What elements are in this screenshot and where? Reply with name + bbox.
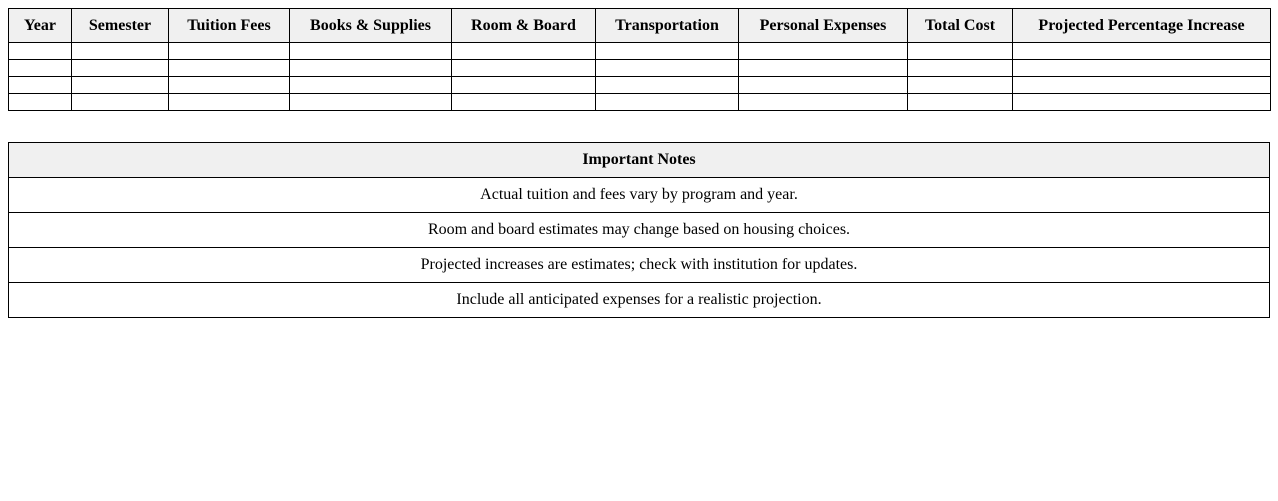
column-header-room-board: Room & Board [452,9,596,43]
column-header-tuition-fees: Tuition Fees [169,9,290,43]
table-cell [739,94,908,111]
table-cell [169,77,290,94]
table-row [9,77,1271,94]
table-cell [1013,77,1271,94]
table-row [9,60,1271,77]
column-header-semester: Semester [72,9,169,43]
table-cell [452,94,596,111]
table-cell [908,43,1013,60]
note-text: Actual tuition and fees vary by program and year. [9,178,1270,213]
table-cell [290,60,452,77]
table-cell [290,77,452,94]
notes-header-row [9,143,1270,178]
note-row [9,178,1270,213]
column-header-total-cost: Total Cost [908,9,1013,43]
table-cell [169,94,290,111]
table-cell [9,60,72,77]
cost-projection-table [8,8,1271,111]
table-cell [908,94,1013,111]
table-cell [9,43,72,60]
table-cell [290,43,452,60]
note-text: Include all anticipated expenses for a realistic projection. [9,283,1270,318]
table-cell [1013,94,1271,111]
table-cell [908,77,1013,94]
table-cell [908,60,1013,77]
table-cell [739,60,908,77]
table-cell [72,77,169,94]
table-cell [596,77,739,94]
column-header-year: Year [9,9,72,43]
table-cell [72,94,169,111]
table-cell [452,60,596,77]
table-cell [9,77,72,94]
table-cell [596,94,739,111]
column-header-books-supplies: Books & Supplies [290,9,452,43]
column-header-projected-increase: Projected Percentage Increase [1013,9,1271,43]
table-cell [452,43,596,60]
table-cell [452,77,596,94]
table-cell [169,43,290,60]
column-header-transportation: Transportation [596,9,739,43]
table-cell [739,77,908,94]
important-notes-table [8,142,1270,318]
table-cell [596,60,739,77]
note-row [9,283,1270,318]
table-cell [290,94,452,111]
note-row [9,213,1270,248]
notes-title: Important Notes [9,143,1270,178]
column-header-personal-expenses: Personal Expenses [739,9,908,43]
table-cell [72,60,169,77]
table-cell [72,43,169,60]
table-row [9,94,1271,111]
table-cell [169,60,290,77]
table-cell [9,94,72,111]
table-cell [739,43,908,60]
table-cell [1013,60,1271,77]
note-row [9,248,1270,283]
note-text: Room and board estimates may change based on housing choices. [9,213,1270,248]
note-text: Projected increases are estimates; check with institution for updates. [9,248,1270,283]
table-cell [1013,43,1271,60]
table-header-row [9,9,1271,43]
table-cell [596,43,739,60]
table-row [9,43,1271,60]
